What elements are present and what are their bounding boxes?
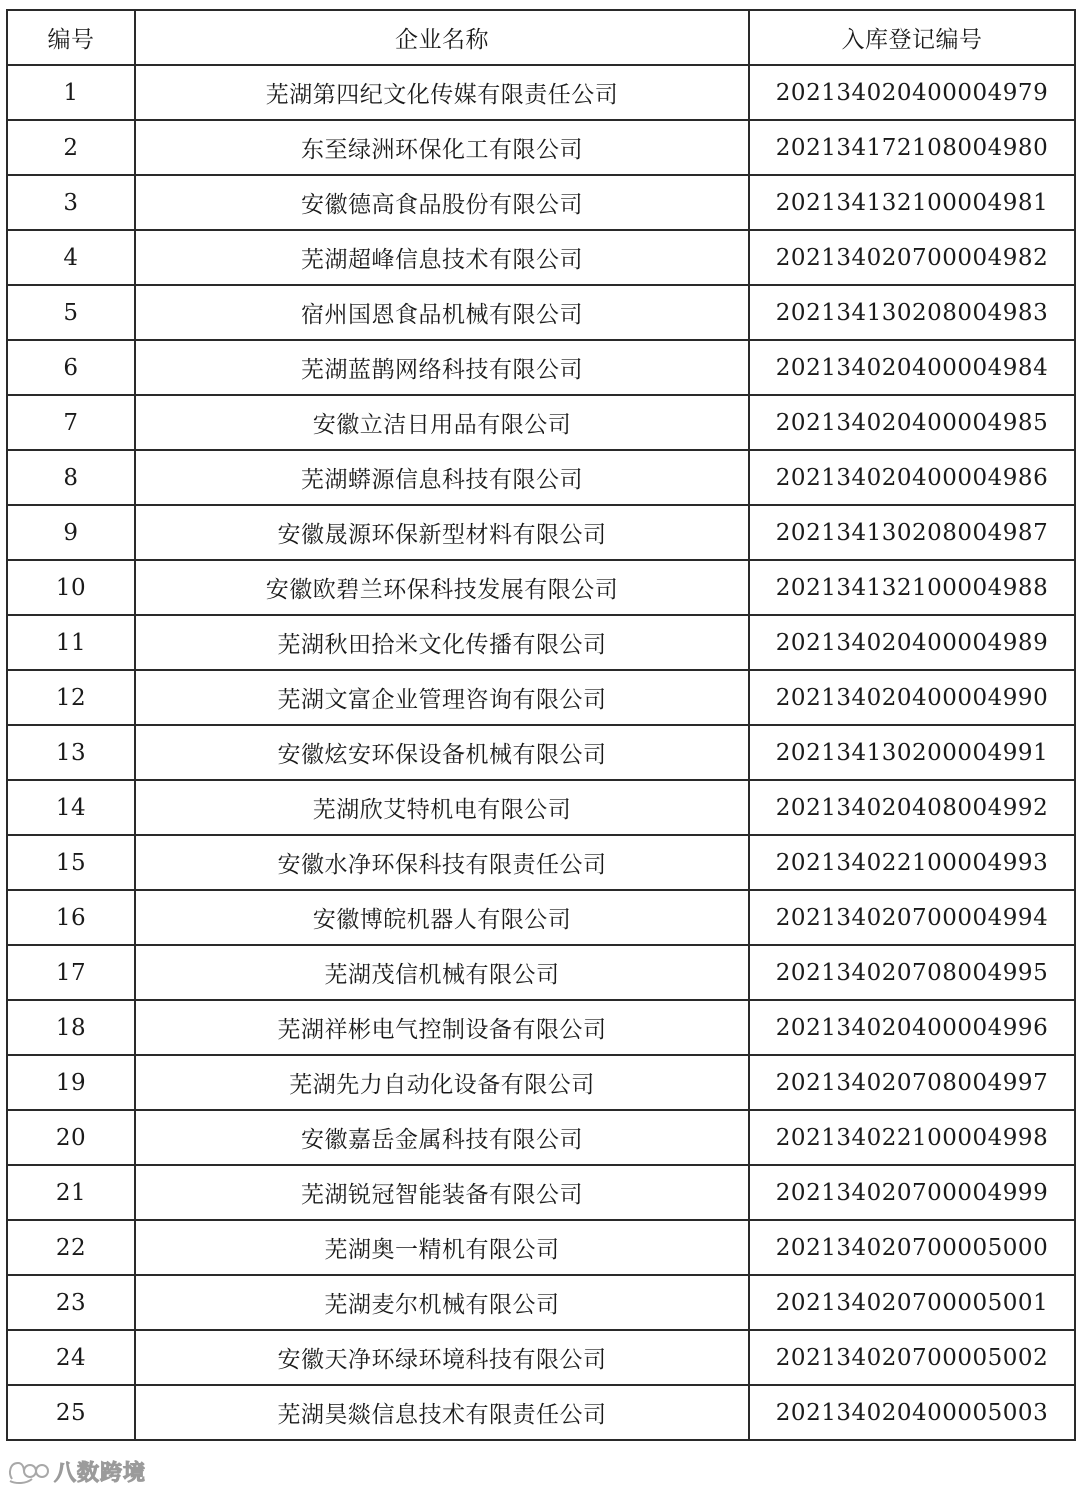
row-number: 9	[7, 505, 135, 560]
company-name: 芜湖超峰信息技术有限公司	[135, 230, 749, 285]
company-name: 芜湖锐冠智能装备有限公司	[135, 1165, 749, 1220]
registration-number: 202134020408004992	[749, 780, 1075, 835]
table-row	[7, 1220, 1075, 1275]
row-number: 22	[7, 1220, 135, 1275]
table-row	[7, 340, 1075, 395]
table-row	[7, 230, 1075, 285]
row-number: 2	[7, 120, 135, 175]
registration-number: 202134020700004982	[749, 230, 1075, 285]
table-row	[7, 560, 1075, 615]
registration-number: 202134132100004988	[749, 560, 1075, 615]
table-row	[7, 615, 1075, 670]
table-body	[7, 65, 1075, 1440]
table-row	[7, 670, 1075, 725]
row-number: 23	[7, 1275, 135, 1330]
row-number: 10	[7, 560, 135, 615]
table-row	[7, 1000, 1075, 1055]
table-row	[7, 65, 1075, 120]
registration-number: 202134130200004991	[749, 725, 1075, 780]
table-row	[7, 1055, 1075, 1110]
row-number: 7	[7, 395, 135, 450]
table-row	[7, 120, 1075, 175]
row-number: 5	[7, 285, 135, 340]
enterprise-registry-table	[6, 9, 1076, 1441]
company-name: 芜湖茂信机械有限公司	[135, 945, 749, 1000]
table-row	[7, 725, 1075, 780]
registration-number: 202134020708004997	[749, 1055, 1075, 1110]
registration-number: 202134020400005003	[749, 1385, 1075, 1440]
company-name: 宿州国恩食品机械有限公司	[135, 285, 749, 340]
company-name: 安徽炫安环保设备机械有限公司	[135, 725, 749, 780]
row-number: 16	[7, 890, 135, 945]
row-number: 20	[7, 1110, 135, 1165]
brand-logo-icon	[6, 1457, 50, 1485]
row-number: 12	[7, 670, 135, 725]
header-registration-number: 入库登记编号	[749, 10, 1075, 65]
company-name: 芜湖先力自动化设备有限公司	[135, 1055, 749, 1110]
row-number: 14	[7, 780, 135, 835]
registration-number: 202134020700005001	[749, 1275, 1075, 1330]
registration-number: 202134132100004981	[749, 175, 1075, 230]
registration-number: 202134020400004989	[749, 615, 1075, 670]
company-name: 东至绿洲环保化工有限公司	[135, 120, 749, 175]
row-number: 24	[7, 1330, 135, 1385]
company-name: 芜湖第四纪文化传媒有限责任公司	[135, 65, 749, 120]
row-number: 1	[7, 65, 135, 120]
registration-number: 202134020400004996	[749, 1000, 1075, 1055]
row-number: 8	[7, 450, 135, 505]
header-company-name: 企业名称	[135, 10, 749, 65]
registration-number: 202134022100004998	[749, 1110, 1075, 1165]
registration-number: 202134020400004990	[749, 670, 1075, 725]
row-number: 6	[7, 340, 135, 395]
company-name: 安徽德高食品股份有限公司	[135, 175, 749, 230]
company-name: 安徽欧碧兰环保科技发展有限公司	[135, 560, 749, 615]
registration-number: 202134020700005000	[749, 1220, 1075, 1275]
company-name: 安徽天净环绿环境科技有限公司	[135, 1330, 749, 1385]
table-row	[7, 505, 1075, 560]
table-row	[7, 450, 1075, 505]
company-name: 安徽晟源环保新型材料有限公司	[135, 505, 749, 560]
table-row	[7, 1330, 1075, 1385]
company-name: 芜湖祥彬电气控制设备有限公司	[135, 1000, 749, 1055]
company-name: 芜湖蓝鹊网络科技有限公司	[135, 340, 749, 395]
table-row	[7, 890, 1075, 945]
registration-number: 202134172108004980	[749, 120, 1075, 175]
company-name: 安徽博皖机器人有限公司	[135, 890, 749, 945]
company-name: 安徽嘉岳金属科技有限公司	[135, 1110, 749, 1165]
company-name: 芜湖蟒源信息科技有限公司	[135, 450, 749, 505]
table-row	[7, 1275, 1075, 1330]
company-name: 安徽立洁日用品有限公司	[135, 395, 749, 450]
table-row	[7, 175, 1075, 230]
registration-number: 202134020700004999	[749, 1165, 1075, 1220]
row-number: 15	[7, 835, 135, 890]
table-row	[7, 395, 1075, 450]
company-name: 芜湖秋田拾米文化传播有限公司	[135, 615, 749, 670]
registration-number: 202134130208004983	[749, 285, 1075, 340]
row-number: 21	[7, 1165, 135, 1220]
row-number: 3	[7, 175, 135, 230]
registration-number: 202134022100004993	[749, 835, 1075, 890]
company-name: 芜湖欣艾特机电有限公司	[135, 780, 749, 835]
table-row	[7, 285, 1075, 340]
row-number: 11	[7, 615, 135, 670]
row-number: 18	[7, 1000, 135, 1055]
table-row	[7, 1110, 1075, 1165]
company-name: 芜湖文富企业管理咨询有限公司	[135, 670, 749, 725]
registration-number: 202134020400004985	[749, 395, 1075, 450]
row-number: 25	[7, 1385, 135, 1440]
company-name: 安徽水净环保科技有限责任公司	[135, 835, 749, 890]
registration-number: 202134020400004979	[749, 65, 1075, 120]
company-name: 芜湖麦尔机械有限公司	[135, 1275, 749, 1330]
registration-number: 202134020700004994	[749, 890, 1075, 945]
row-number: 19	[7, 1055, 135, 1110]
table-row	[7, 1385, 1075, 1440]
table-row	[7, 1165, 1075, 1220]
registration-number: 202134020708004995	[749, 945, 1075, 1000]
registration-number: 202134130208004987	[749, 505, 1075, 560]
company-name: 芜湖奥一精机有限公司	[135, 1220, 749, 1275]
table-header	[7, 10, 1075, 65]
table-row	[7, 945, 1075, 1000]
registration-number: 202134020700005002	[749, 1330, 1075, 1385]
registration-number: 202134020400004984	[749, 340, 1075, 395]
registration-number: 202134020400004986	[749, 450, 1075, 505]
company-name: 芜湖昊燚信息技术有限责任公司	[135, 1385, 749, 1440]
row-number: 13	[7, 725, 135, 780]
header-number: 编号	[7, 10, 135, 65]
table-row	[7, 835, 1075, 890]
table-row	[7, 780, 1075, 835]
watermark	[6, 1454, 146, 1488]
row-number: 17	[7, 945, 135, 1000]
header-row	[7, 10, 1075, 65]
row-number: 4	[7, 230, 135, 285]
watermark-text: 八数跨境	[54, 1460, 147, 1486]
